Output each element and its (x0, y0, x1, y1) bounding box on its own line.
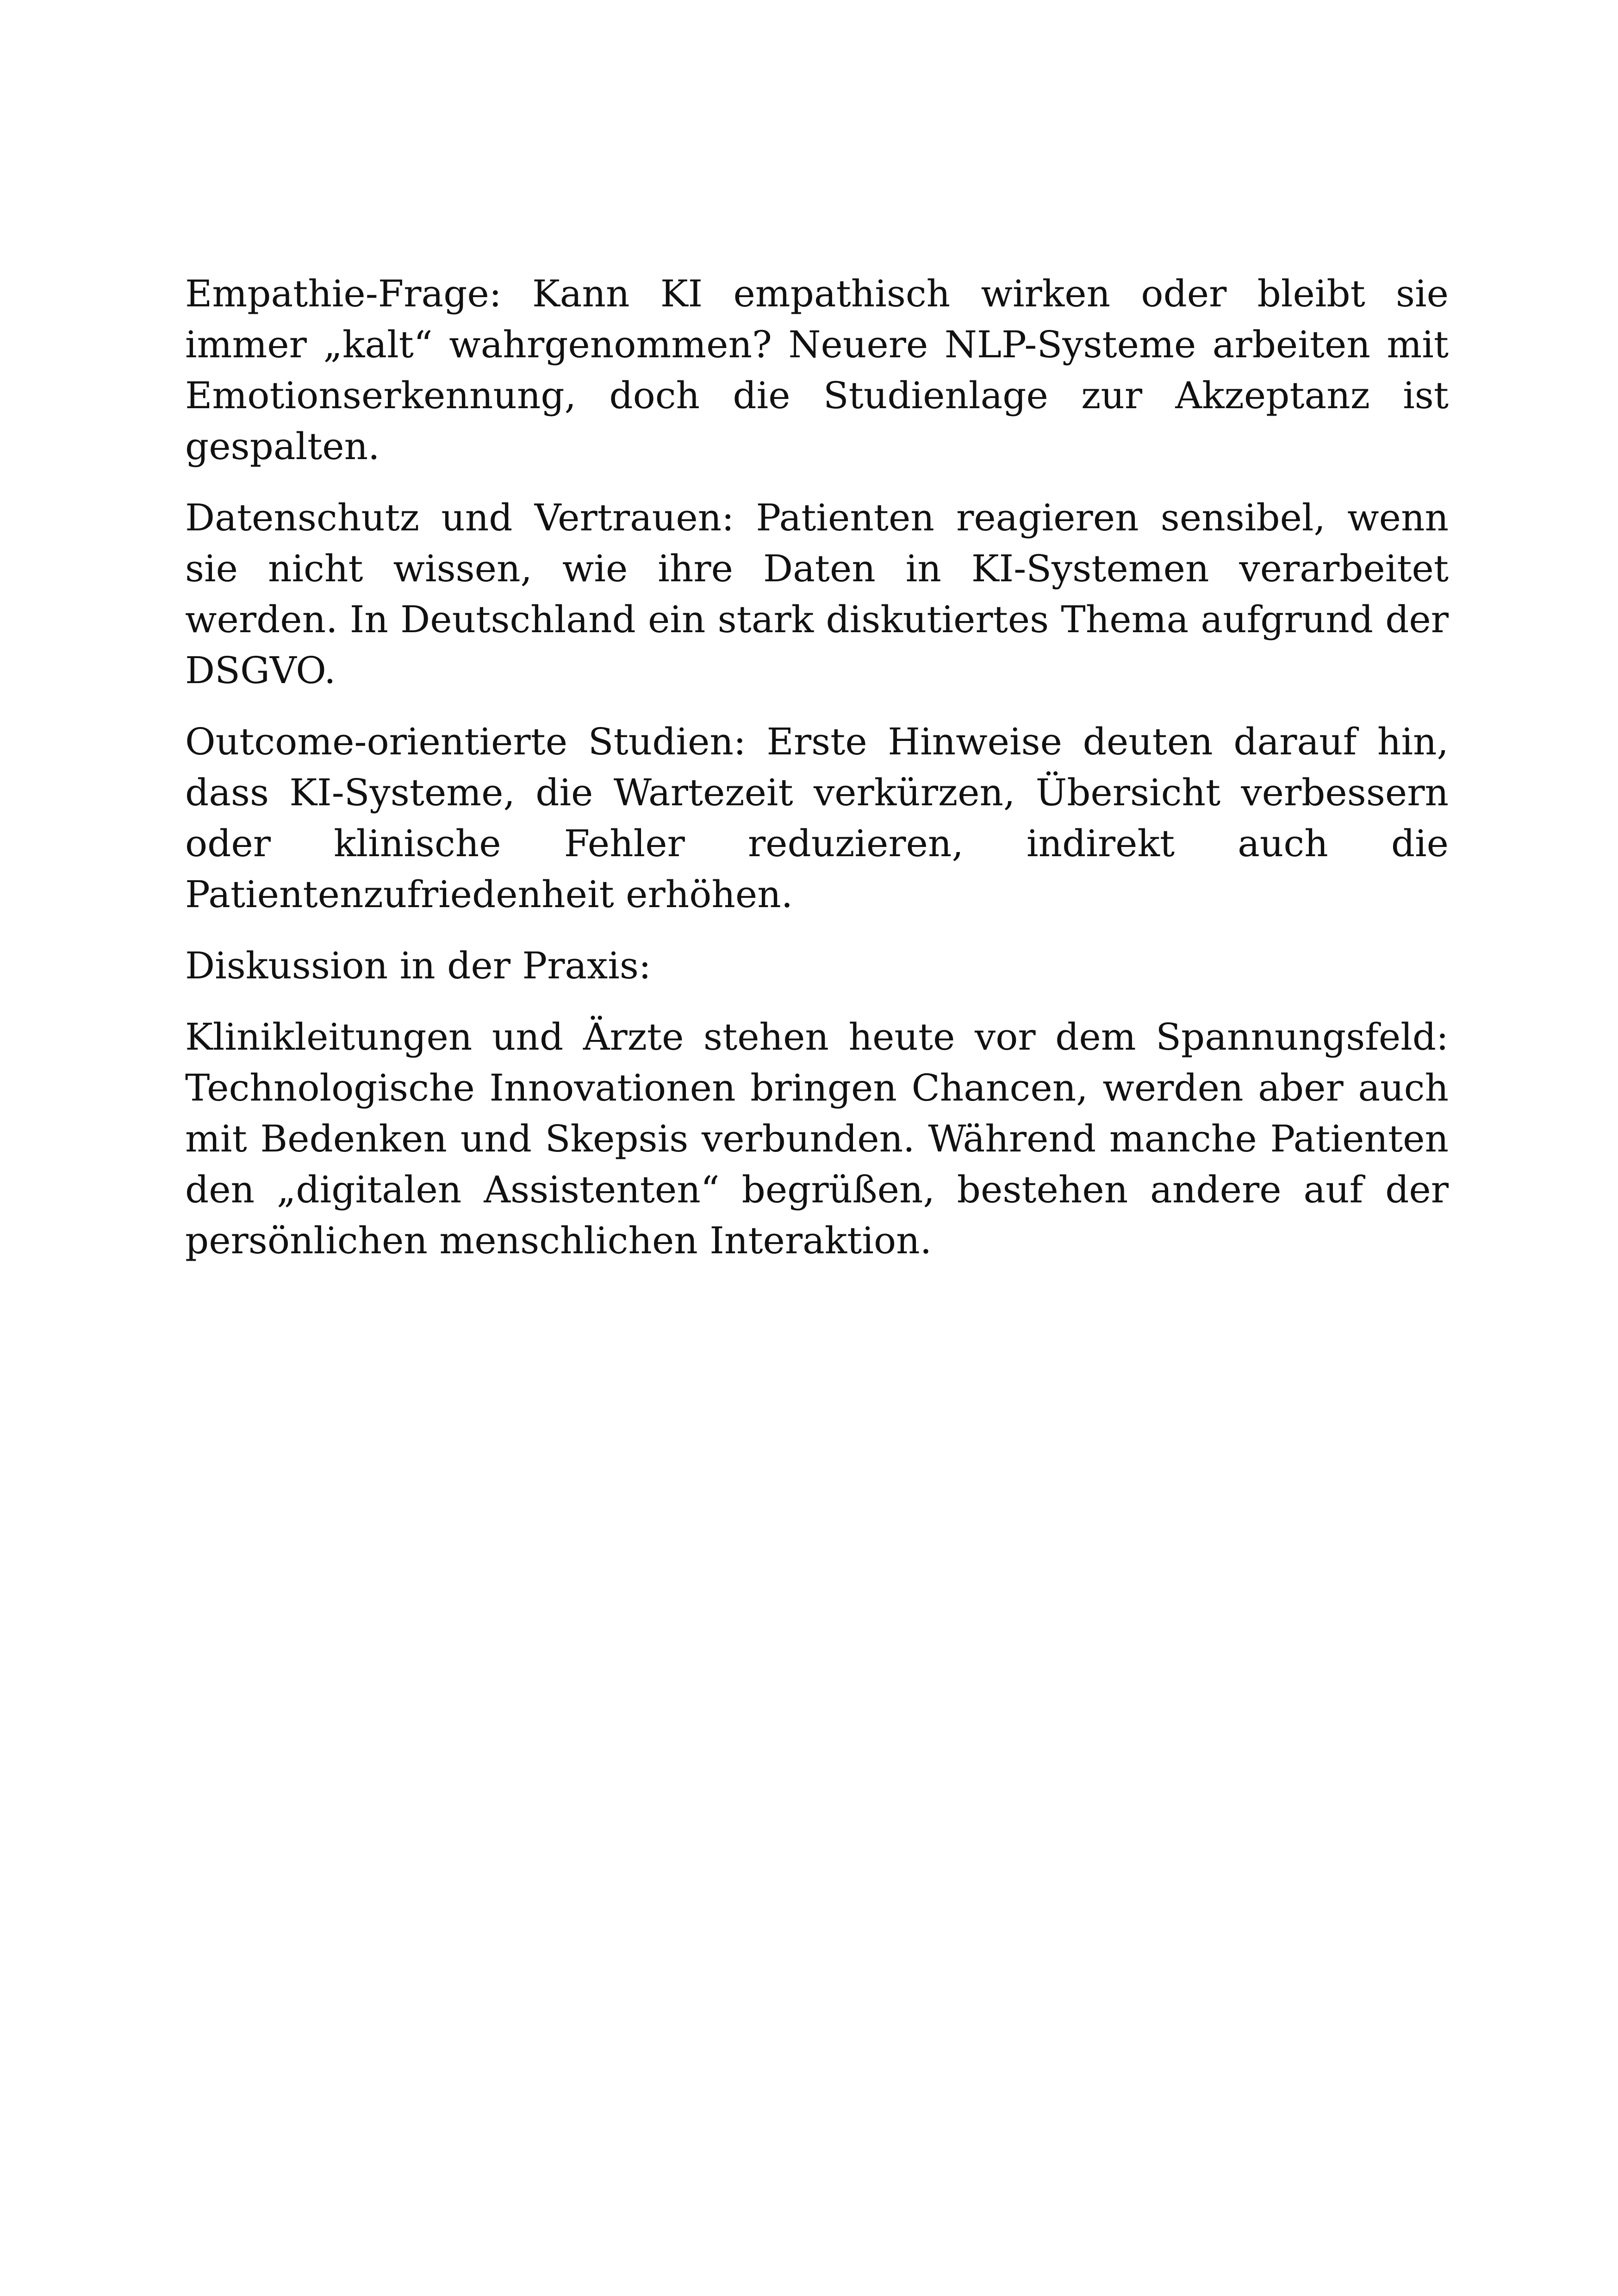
paragraph-outcome: Outcome-orientierte Studien: Erste Hinweise deuten darauf hin, dass KI-Systeme, die Wartezeit verkürzen, Übersicht verbessern oder klinische Fehler reduzieren, indirekt auch die Patientenzufriedenheit erhöhen. (185, 720, 1449, 916)
paragraph-datenschutz: Datenschutz und Vertrauen: Patienten reagieren sensibel, wenn sie nicht wissen, wie ihre Daten in KI-Systemen verarbeitet werden. In Deutschland ein stark diskutiertes Thema aufgrund der DSGVO. (185, 496, 1449, 692)
paragraph-empathie: Empathie-Frage: Kann KI empathisch wirken oder bleibt sie immer „kalt“ wahrgenommen? Neuere NLP-Systeme arbeiten mit Emotionserkennung, doch die Studienlage zur Akzeptanz ist gespalten. (185, 272, 1449, 468)
body-text (185, 268, 1449, 1287)
paragraph-praxis: Klinikleitungen und Ärzte stehen heute vor dem Spannungsfeld: Technologische Innovationen bringen Chancen, werden aber auch mit Bedenken und Skepsis verbunden. Während manche Patienten den „digitalen Assistenten“ begrüßen, bestehen andere auf der persönlichen menschlichen Interaktion. (185, 1015, 1449, 1262)
paragraph-diskussion-heading: Diskussion in der Praxis: (185, 944, 651, 987)
